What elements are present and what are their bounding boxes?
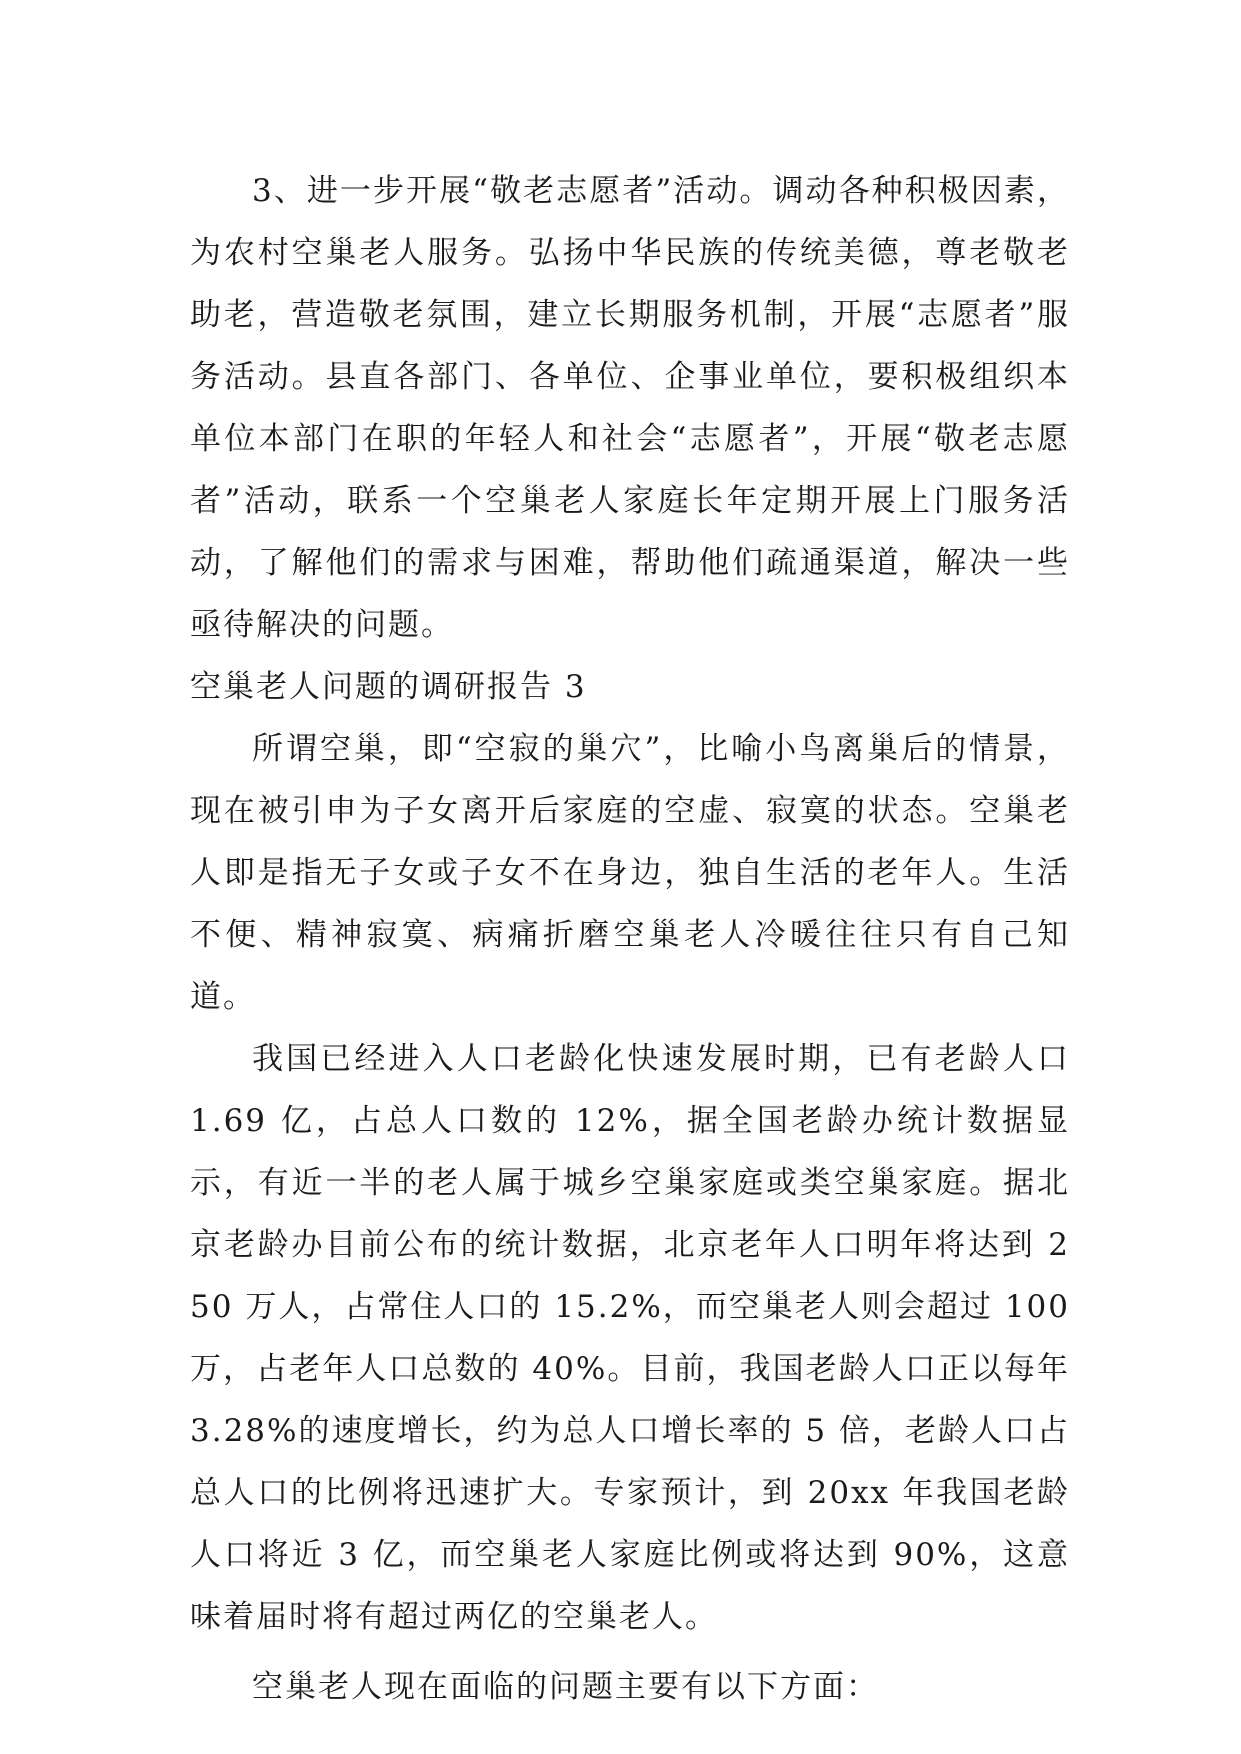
paragraph-empty-nest-definition: 所谓空巢，即“空寂的巢穴”，比喻小鸟离巢后的情景，现在被引申为子女离开后家庭的空虚、寂寞的状态。空巢老人即是指无子女或子女不在身边，独自生活的老年人。生活不便、精神寂寞、病痛折磨空巢老人冷暖往往只有自己知道。: [190, 731, 1070, 1015]
paragraph-aging-statistics: 我国已经进入人口老龄化快速发展时期，已有老龄人口 1.69 亿，占总人口数的 12%，据全国老龄办统计数据显示，有近一半的老人属于城乡空巢家庭或类空巢家庭。据北京老龄办目前公布的统计数据，北京老年人口明年将达到 250 万人，占常住人口的 15.2%，而空巢老人则会超过 100 万，占老年人口总数的 40%。目前，我国老龄人口正以每年 3.28%的速度增长，约为总人口增长率的 5 倍，老龄人口占总人口的比例将迅速扩大。专家预计，到 20xx 年我国老龄人口将近 3 亿，而空巢老人家庭比例或将达到 90%，这意味着届时将有超过两亿的空巢老人。: [190, 1041, 1070, 1635]
document-body: [190, 160, 1070, 1718]
paragraph-volunteer-activity: 3、进一步开展“敬老志愿者”活动。调动各种积极因素，为农村空巢老人服务。弘扬中华民族的传统美德，尊老敬老助老，营造敬老氛围，建立长期服务机制，开展“志愿者”服务活动。县直各部门、各单位、企事业单位，要积极组织本单位本部门在职的年轻人和社会“志愿者”，开展“敬老志愿者”活动，联系一个空巢老人家庭长年定期开展上门服务活动，了解他们的需求与困难，帮助他们疏通渠道，解决一些亟待解决的问题。: [190, 173, 1070, 643]
paragraph-problems-intro: 空巢老人现在面临的问题主要有以下方面：: [252, 1669, 879, 1705]
section-title: 空巢老人问题的调研报告 3: [190, 669, 587, 705]
